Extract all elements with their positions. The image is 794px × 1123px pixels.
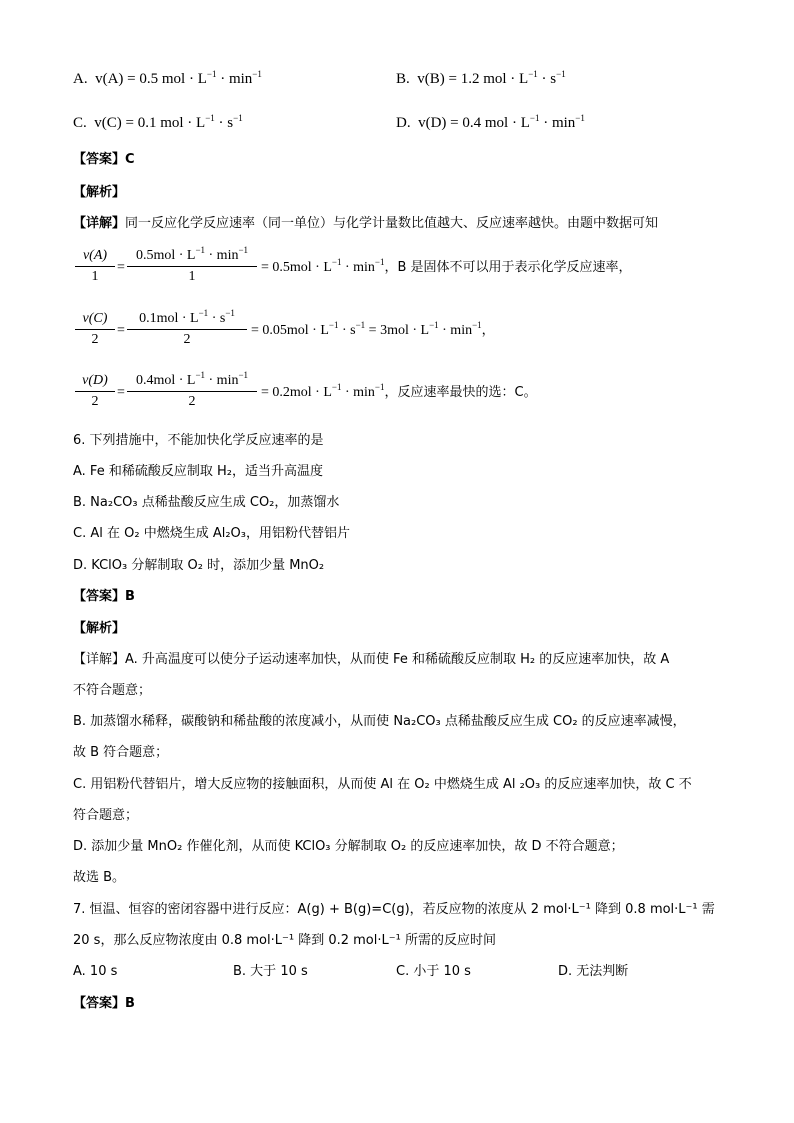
fraction-va [75,248,115,285]
q5-option-a [73,70,262,88]
q5-fraction-row-d [73,370,733,417]
option-label: C. [73,115,87,131]
fraction-denominator: 1 [91,269,99,284]
q5-analysis-heading: 【解析】 [73,185,126,200]
q5-option-b [396,70,566,88]
option-expr: v(C) = 0.1 mol · L [94,115,206,131]
q7-option-d: D. 无法判断 [558,964,629,979]
superscript: −1 [528,69,538,79]
q6-stem: 6. 下列措施中，不能加快化学反应速率的是 [73,433,324,448]
fraction-denominator: 2 [91,394,99,409]
equals-sign: = [117,260,125,275]
superscript: −1 [238,370,249,380]
fraction-vd [75,373,115,410]
q5-option-c [73,114,243,132]
option-unit: · s [537,71,557,87]
fraction-numerator: 0.5mol · L [135,248,196,263]
fraction-unit: · s [208,311,226,326]
fraction-vd-value [127,370,257,410]
result-a: = $0.5mol \cdot L^{-1} \cdot \min^{-1}$，B 是固体不可以用于表示化学反应速率， [261,257,632,275]
equals-sign: = [117,323,125,338]
q6-option-a: A. Fe 和稀硫酸反应制取 H₂，适当升高温度 [73,464,323,479]
option-expr: v(B) = 1.2 mol · L [417,71,529,87]
superscript: −1 [205,113,215,123]
q7-stem-line2: 20 s，那么反应物浓度由 0.8 mol·L⁻¹ 降到 0.2 mol·L⁻¹ 所需的反应时间 [73,933,496,948]
superscript: −1 [529,113,540,123]
q7-option-c: C. 小于 10 s [396,964,471,979]
q7-answer: 【答案】B [73,996,135,1011]
q6-detail-c-line1: C. 用铝粉代替铝片，增大反应物的接触面积，从而使 Al 在 O₂ 中燃烧生成 Al ₂O₃ 的反应速率加快，故 C 不 [73,777,692,792]
q6-detail-b-line2: 故 B 符合题意； [73,745,169,760]
superscript: −1 [195,245,206,255]
superscript: −1 [195,370,206,380]
equals-sign: = [117,385,125,400]
detail-text: 同一反应化学反应速率（同一单位）与化学计量数比值越大、反应速率越快。由题中数据可知 [125,216,659,231]
q6-detail-d-line1: D. 添加少量 MnO₂ 作催化剂，从而使 KClO₃ 分解制取 O₂ 的反应速率加快，故 D 不符合题意； [73,839,624,854]
fraction-numerator: 0.4mol · L [135,373,196,388]
q6-detail-c-line2: 符合题意； [73,808,139,823]
q7-stem-line1: 7. 恒温、恒容的密闭容器中进行反应：A(g) + B(g)=C(g)，若反应物的浓度从 2 mol·L⁻¹ 降到 0.8 mol·L⁻¹ 需 [73,902,715,917]
q6-conclusion: 故选 B。 [73,870,126,885]
option-unit: · s [214,115,234,131]
option-expr: v(D) = 0.4 mol · L [418,115,530,131]
superscript: −1 [233,113,243,123]
superscript: −1 [225,308,235,318]
superscript: −1 [252,69,262,79]
superscript: −1 [198,308,209,318]
superscript: −1 [556,69,566,79]
fraction-numerator: v(C) [82,311,108,326]
result-d: = $0.2mol \cdot L^{-1} \cdot \min^{-1}$，反应速率最快的选：C。 [261,382,537,400]
fraction-denominator: 1 [188,269,196,284]
q5-fraction-row-a [73,245,733,292]
fraction-vc [75,311,115,348]
q6-option-c: C. Al 在 O₂ 中燃烧生成 Al₂O₃，用铝粉代替铝片 [73,526,350,541]
option-unit: · min [216,71,253,87]
option-expr: v(A) = 0.5 mol · L [95,71,207,87]
option-label: B. [396,71,410,87]
q6-answer: 【答案】B [73,589,135,604]
q6-analysis-heading: 【解析】 [73,621,126,636]
detail-tag: 【详解】 [73,216,126,231]
fraction-vc-value [127,308,247,348]
q6-detail-b-line1: B. 加蒸馏水稀释，碳酸钠和稀盐酸的浓度减小，从而使 Na₂CO₃ 点稀盐酸反应生成 CO₂ 的反应速率减慢， [73,714,686,729]
fraction-numerator: v(D) [82,373,108,388]
fraction-va-value [127,245,257,285]
superscript: −1 [206,69,217,79]
fraction-unit: · min [205,373,239,388]
option-label: A. [73,71,88,87]
q6-option-b: B. Na₂CO₃ 点稀盐酸反应生成 CO₂，加蒸馏水 [73,495,340,510]
q6-option-d: D. KClO₃ 分解制取 O₂ 时，添加少量 MnO₂ [73,558,325,573]
q6-detail-a-line2: 不符合题意； [73,683,152,698]
fraction-denominator: 2 [183,332,191,347]
superscript: −1 [238,245,249,255]
result-c: = $0.05mol \cdot L^{-1} \cdot s^{-1} = 3mol \cdot L^{-1} \cdot \min^{-1}$， [251,320,495,338]
q7-option-a: A. 10 s [73,964,118,979]
q5-option-d [396,114,585,132]
fraction-numerator: 0.1mol · L [139,311,199,326]
fraction-denominator: 2 [91,332,99,347]
q6-detail-a-line1: 【详解】A. 升高温度可以使分子运动速率加快，从而使 Fe 和稀硫酸反应制取 H₂ 的反应速率加快，故 A [73,652,670,667]
option-unit: · min [539,115,576,131]
fraction-denominator: 2 [188,394,196,409]
q5-detail [73,215,658,233]
q5-fraction-row-c [73,308,733,355]
superscript: −1 [575,113,585,123]
fraction-numerator: v(A) [82,248,108,263]
fraction-unit: · min [205,248,239,263]
q5-answer: 【答案】C [73,152,135,167]
q7-option-b: B. 大于 10 s [233,964,308,979]
option-label: D. [396,115,411,131]
